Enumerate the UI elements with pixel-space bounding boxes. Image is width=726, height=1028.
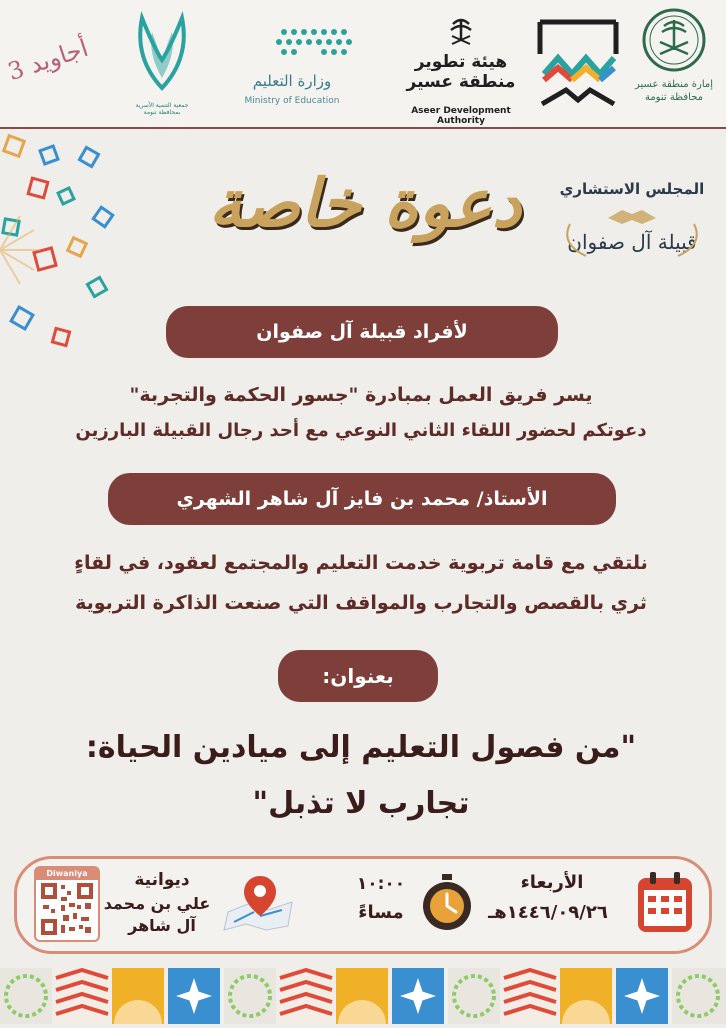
audience-pill: لأفراد قبيلة آل صفوان bbox=[166, 306, 558, 358]
header-divider bbox=[0, 127, 726, 129]
governorate-logo bbox=[628, 6, 720, 122]
title-calligraphy: دعوة خاصة bbox=[208, 164, 522, 242]
aseer-authority-title: هيئة تطوير منطقة عسير bbox=[406, 52, 516, 92]
intro-line-1: يسر فريق العمل بمبادرة "جسور الحكمة والتجربة" bbox=[129, 384, 593, 406]
event-day: الأربعاء bbox=[520, 872, 584, 893]
qr-label: Diwaniya bbox=[36, 868, 98, 880]
brand-logo bbox=[6, 16, 90, 112]
council-line1: المجلس الاستشاري bbox=[559, 180, 705, 198]
topic-line-2: تجارب لا تذبل" bbox=[252, 786, 470, 821]
governorate-text: إمارة منطقة عسير محافظة تنومة bbox=[634, 79, 714, 103]
brand-text: أجاويد 3 bbox=[4, 33, 92, 87]
footer-tiles bbox=[0, 968, 726, 1024]
topic-pill: بعنوان: bbox=[278, 650, 438, 702]
map-pin-icon[interactable] bbox=[220, 872, 300, 932]
meet-line-1: نلتقي مع قامة تربوية خدمت التعليم والمجتمع لعقود، في لقاءٍ bbox=[74, 552, 648, 574]
moe-title: وزارة التعليم bbox=[252, 72, 332, 90]
charity-text: جمعية التنمية الأسرية بمحافظة تنومة bbox=[135, 102, 189, 116]
time-value: ١٠:٠٠ bbox=[356, 874, 406, 894]
region-colors-logo bbox=[536, 18, 620, 110]
moe-logo bbox=[224, 28, 360, 114]
meet-line-2: ثري بالقصص والتجارب والمواقف التي صنعت الذاكرة التربوية bbox=[75, 592, 647, 614]
qr-code[interactable] bbox=[34, 866, 100, 942]
moe-dots-icon bbox=[224, 28, 360, 58]
guest-pill: الأستاذ/ محمد بن فايز آل شاهر الشهري bbox=[108, 473, 616, 525]
calendar-icon bbox=[636, 870, 694, 934]
venue-line-3: آل شاهر bbox=[128, 916, 196, 935]
mountains-logo-icon bbox=[536, 18, 620, 110]
event-date: ١٤٤٦/٠٩/٢٦هـ bbox=[488, 902, 608, 923]
aseer-authority-logo bbox=[396, 14, 526, 126]
venue-line-2: علي بن محمد bbox=[103, 894, 211, 913]
topic-line-1: "من فصول التعليم إلى ميادين الحياة: bbox=[85, 730, 637, 765]
time-period: مساءً bbox=[358, 902, 404, 923]
palm-swords-emblem-icon bbox=[628, 6, 720, 76]
wreath-icon bbox=[556, 220, 708, 260]
venue-line-1: ديوانية bbox=[134, 870, 190, 890]
palm-tree-icon bbox=[449, 14, 473, 48]
decorative-pattern bbox=[0, 130, 130, 370]
council-logo bbox=[556, 180, 708, 276]
intro-line-2: دعوتكم لحضور اللقاء الثاني النوعي مع أحد رجال القبيلة البارزين bbox=[75, 420, 647, 441]
council-line2: قبيلة آل صفوان bbox=[567, 230, 697, 254]
stopwatch-icon bbox=[420, 872, 474, 932]
flame-leaves-icon bbox=[124, 8, 200, 94]
qr-code-icon bbox=[41, 883, 93, 935]
charity-logo bbox=[124, 8, 200, 118]
moe-subtitle: Ministry of Education bbox=[244, 96, 340, 106]
aseer-authority-subtitle: Aseer Development Authority bbox=[411, 106, 511, 126]
